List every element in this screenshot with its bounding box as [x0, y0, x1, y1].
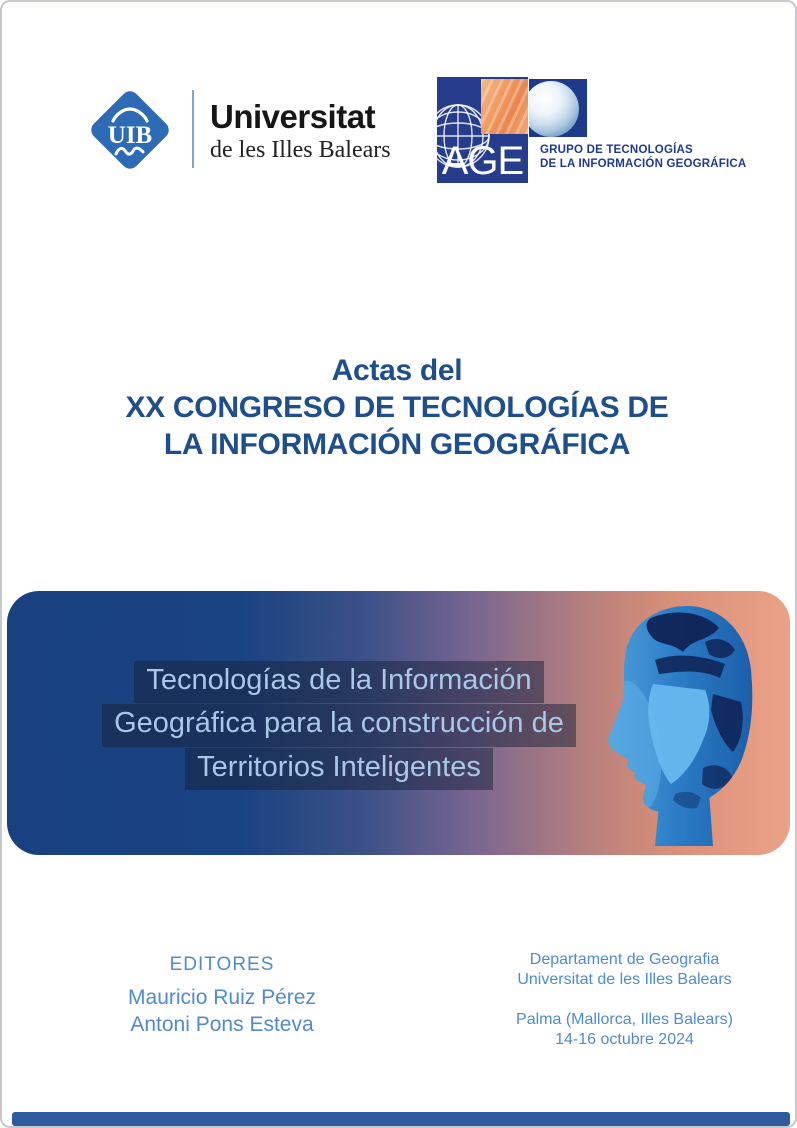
age-earth-square: [529, 79, 587, 137]
title-line1: Actas del: [331, 354, 463, 387]
age-caption-line1: GRUPO DE TECNOLOGÍAS: [540, 144, 693, 156]
subtitle-line1: Tecnologías de la Información: [134, 661, 543, 703]
age-orange-square: [481, 79, 528, 134]
subtitle-line2: Geográfica para la construcción de: [102, 704, 576, 746]
main-title: [2, 352, 792, 463]
editors-block: [97, 954, 347, 1038]
subtitle-banner: [7, 591, 790, 855]
title-line2: XX CONGRESO DE TECNOLOGÍAS DE: [125, 391, 669, 424]
venue-university: Universitat de les Illes Balears: [517, 971, 732, 988]
editor-name: Antoni Pons Esteva: [130, 1013, 314, 1036]
venue-date: 14-16 octubre 2024: [555, 1031, 694, 1048]
editor-name: Mauricio Ruiz Pérez: [128, 986, 316, 1009]
university-name-main: Universitat: [210, 98, 376, 135]
venue-block: [497, 950, 752, 1050]
university-name: [210, 98, 391, 164]
university-name-sub: de les Illes Balears: [210, 137, 391, 163]
venue-department: Departament de Geografia: [529, 951, 720, 968]
uib-logo: [80, 80, 391, 180]
title-line3: LA INFORMACIÓN GEOGRÁFICA: [163, 428, 631, 461]
earth-icon: [529, 81, 579, 137]
age-acronym: AGE: [441, 139, 524, 183]
footer-accent-bar: [12, 1112, 790, 1126]
editors-heading: EDITORES: [169, 954, 275, 975]
subtitle-line3: Territorios Inteligentes: [185, 748, 493, 790]
head-globe-illustration: [555, 598, 765, 850]
venue-spacer: [497, 990, 752, 1010]
logo-divider: [192, 90, 194, 168]
uib-acronym: UIB: [107, 122, 153, 149]
subtitle-text: [93, 661, 585, 790]
age-logo: [437, 77, 757, 183]
uib-diamond-icon: [80, 80, 180, 180]
venue-city: Palma (Mallorca, Illes Balears): [516, 1011, 733, 1028]
age-caption-line2: DE LA INFORMACIÓN GEOGRÁFICA: [540, 158, 747, 170]
age-caption: [540, 143, 755, 171]
